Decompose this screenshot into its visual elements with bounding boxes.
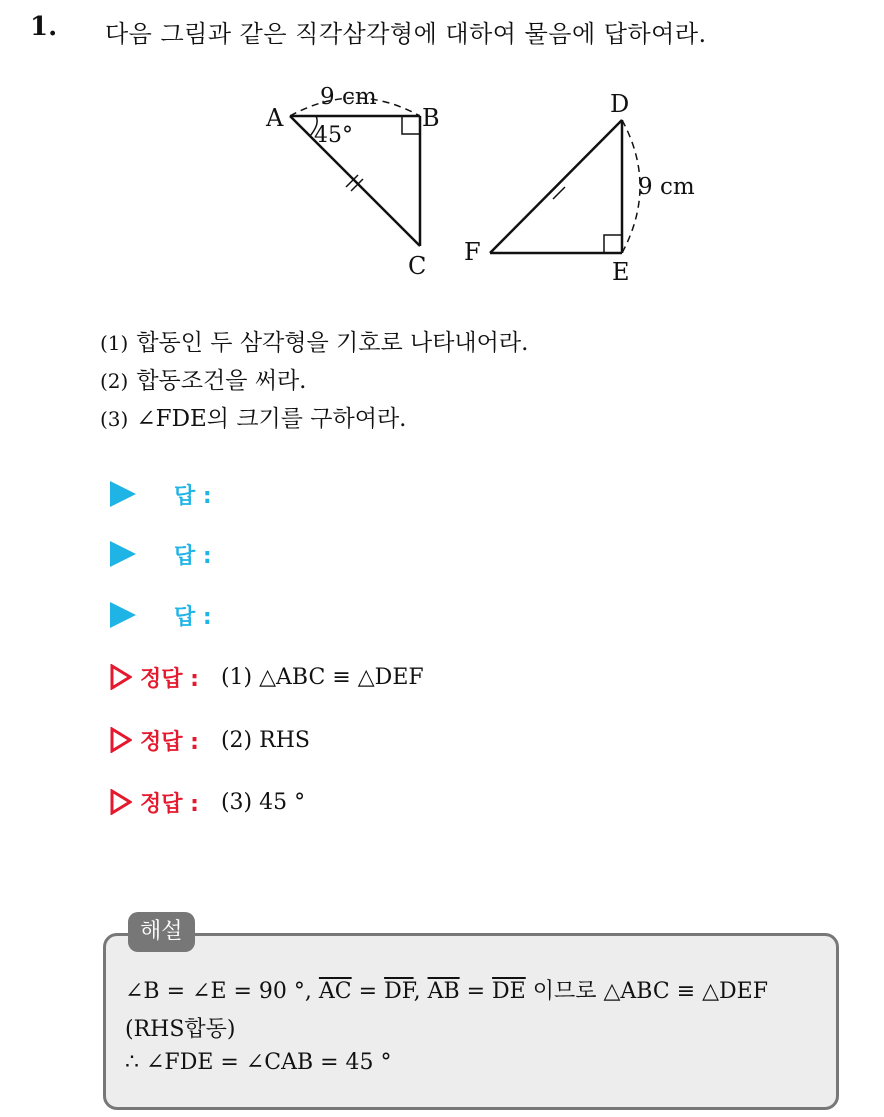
correct-answer-1: 정답 : (1) △ABC ≡ △DEF bbox=[110, 657, 424, 697]
play-icon bbox=[110, 541, 136, 567]
label-angle-a: 45° bbox=[314, 123, 353, 148]
explanation-line-1: ∠B = ∠E = 90 °, $\overline{AC} = \overline{DF}$, $\overline{AB} = \overline{DE}$ 이므로 △ABC ≡ △DEF bbox=[125, 979, 769, 1004]
label-de-length: 9 cm bbox=[638, 174, 695, 200]
question-text: 다음 그림과 같은 직각삼각형에 대하여 물음에 답하여라. bbox=[105, 20, 707, 48]
explanation-tag: 해설 bbox=[128, 912, 195, 952]
sub-question-1: (1) 합동인 두 삼각형을 기호로 나타내어라. bbox=[100, 330, 529, 356]
label-ab-length: 9 cm bbox=[320, 84, 377, 110]
answer-slot-3[interactable]: 답 : bbox=[110, 595, 212, 635]
correct-answer-2: 정답 : (2) RHS bbox=[110, 720, 310, 760]
explanation-line-2: (RHS합동) bbox=[125, 1017, 236, 1042]
answer-slot-1[interactable]: 답 : bbox=[110, 474, 212, 514]
sub-question-3: (3) ∠FDE의 크기를 구하여라. bbox=[100, 406, 407, 432]
outline-triangle-icon bbox=[110, 727, 132, 753]
question-number: 1. bbox=[30, 12, 58, 42]
right-angle-mark-e bbox=[604, 235, 622, 253]
right-angle-mark-b bbox=[402, 116, 420, 134]
tick-mark-ac bbox=[346, 175, 363, 191]
explanation-line-3: ∴ ∠FDE = ∠CAB = 45 ° bbox=[125, 1050, 392, 1075]
outline-triangle-icon bbox=[110, 664, 132, 690]
sub-question-2: (2) 합동조건을 써라. bbox=[100, 368, 307, 394]
play-icon bbox=[110, 602, 136, 628]
play-icon bbox=[110, 481, 136, 507]
answer-slot-2[interactable]: 답 : bbox=[110, 534, 212, 574]
outline-triangle-icon bbox=[110, 789, 132, 815]
label-d: D bbox=[610, 90, 630, 118]
label-e: E bbox=[612, 258, 630, 286]
label-f: F bbox=[464, 238, 481, 266]
label-a: A bbox=[266, 104, 284, 132]
label-c: C bbox=[408, 252, 427, 280]
label-b: B bbox=[422, 104, 440, 132]
correct-answer-3: 정답 : (3) 45 ° bbox=[110, 782, 305, 822]
triangles-figure bbox=[250, 80, 710, 290]
